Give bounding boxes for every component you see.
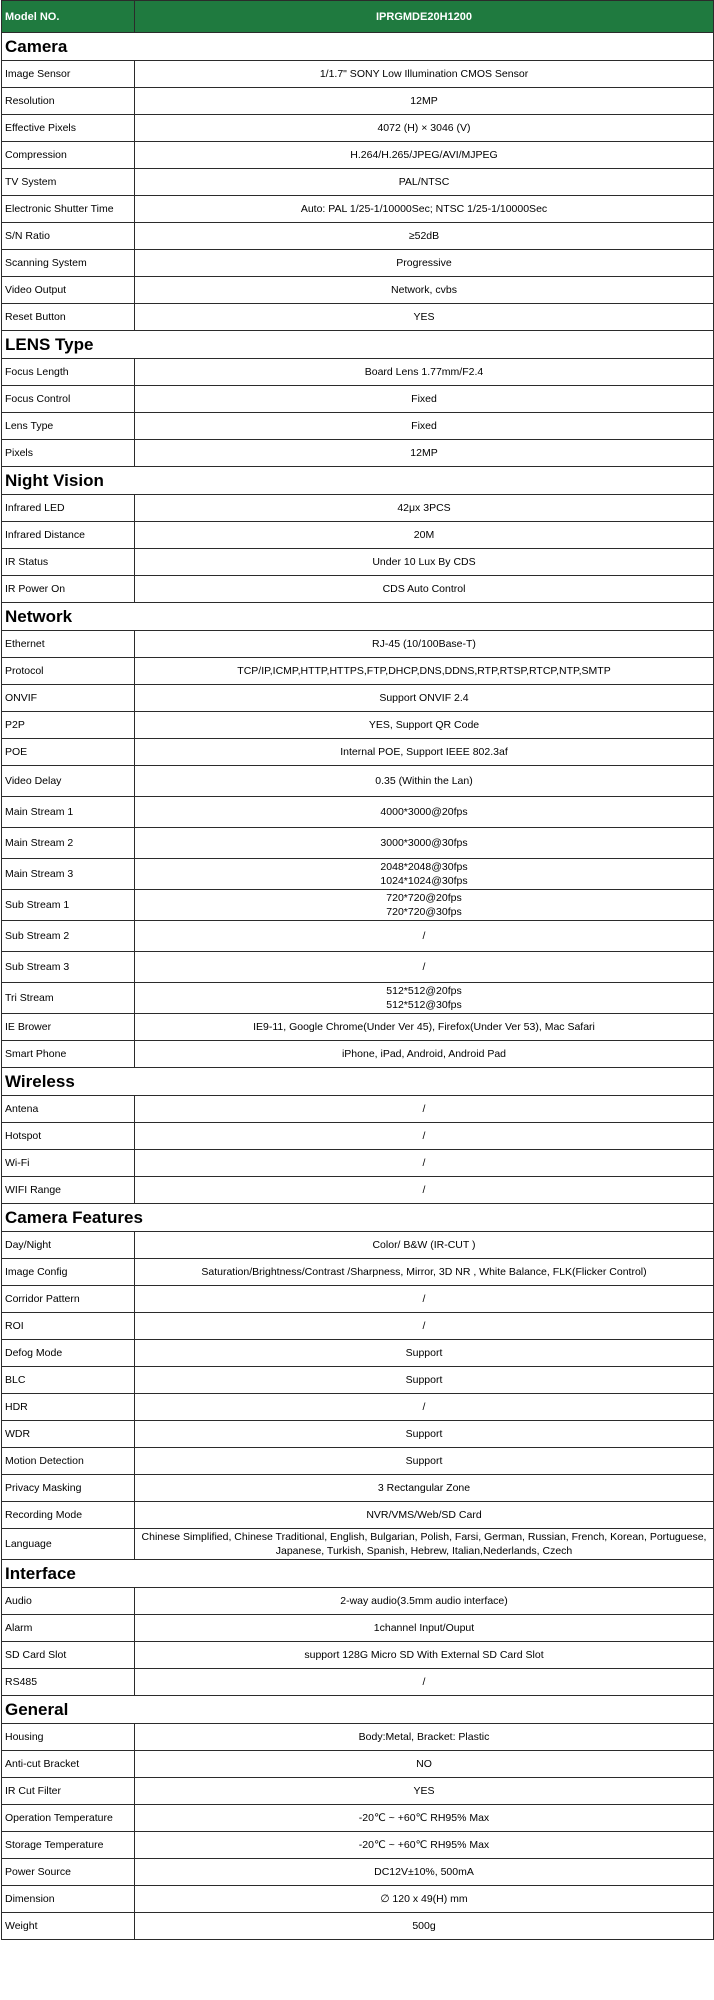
spec-value-line: 512*512@20fps: [386, 985, 462, 997]
spec-value-line: /: [422, 1401, 426, 1413]
spec-value: [135, 142, 714, 169]
spec-value-line: 12MP: [410, 447, 438, 459]
spec-row: [2, 522, 714, 549]
spec-table-body: [2, 1, 714, 1940]
spec-value-line: Fixed: [411, 393, 437, 405]
spec-label: Lens Type: [2, 413, 135, 440]
spec-value-line: /: [422, 930, 426, 942]
spec-value-line: Color/ B&W (IR-CUT ): [372, 1239, 476, 1251]
spec-label: Sub Stream 2: [2, 921, 135, 952]
spec-value: [135, 522, 714, 549]
spec-row: [2, 1014, 714, 1041]
spec-label: Power Source: [2, 1859, 135, 1886]
spec-value-line: /: [422, 1130, 426, 1142]
spec-label: Infrared Distance: [2, 522, 135, 549]
spec-label: Main Stream 1: [2, 797, 135, 828]
spec-value-line: YES: [413, 311, 435, 323]
spec-row: [2, 1778, 714, 1805]
spec-label: Antena: [2, 1096, 135, 1123]
spec-label: Infrared LED: [2, 495, 135, 522]
spec-label: ONVIF: [2, 685, 135, 712]
spec-value-line: -20℃ ~ +60℃ RH95% Max: [358, 1839, 490, 1851]
spec-value-line: Japanese, Turkish, Spanish, Hebrew, Italian,Nederlands, Czech: [275, 1545, 573, 1557]
spec-value-line: /: [422, 961, 426, 973]
spec-value: [135, 88, 714, 115]
spec-label: Day/Night: [2, 1232, 135, 1259]
spec-row: [2, 1642, 714, 1669]
spec-value-line: CDS Auto Control: [382, 583, 466, 595]
spec-row: [2, 1286, 714, 1313]
spec-row: [2, 1123, 714, 1150]
spec-value: [135, 1123, 714, 1150]
spec-label: Reset Button: [2, 304, 135, 331]
spec-label: Dimension: [2, 1886, 135, 1913]
spec-value: [135, 440, 714, 467]
spec-value-line: 3 Rectangular Zone: [377, 1482, 471, 1494]
section-header: [2, 1204, 714, 1232]
spec-value: [135, 1041, 714, 1068]
spec-row: [2, 61, 714, 88]
spec-label: Pixels: [2, 440, 135, 467]
spec-value-line: 720*720@20fps: [386, 892, 462, 904]
spec-value: [135, 1886, 714, 1913]
spec-label: BLC: [2, 1367, 135, 1394]
spec-value: [135, 1832, 714, 1859]
spec-label: RS485: [2, 1669, 135, 1696]
spec-row: [2, 142, 714, 169]
section-header: [2, 1560, 714, 1588]
spec-row: [2, 859, 714, 890]
spec-row: [2, 495, 714, 522]
spec-value: [135, 250, 714, 277]
spec-value: [135, 828, 714, 859]
spec-value: [135, 1642, 714, 1669]
spec-value: [135, 1475, 714, 1502]
spec-row: [2, 1259, 714, 1286]
spec-row: [2, 440, 714, 467]
spec-value-line: YES: [413, 1785, 435, 1797]
spec-value: [135, 766, 714, 797]
spec-value: [135, 859, 714, 890]
spec-row: [2, 359, 714, 386]
spec-label: Effective Pixels: [2, 115, 135, 142]
spec-value: [135, 1421, 714, 1448]
spec-value-line: 2048*2048@30fps: [380, 861, 468, 873]
spec-row: [2, 223, 714, 250]
spec-label: TV System: [2, 169, 135, 196]
section-header: [2, 331, 714, 359]
spec-value: [135, 413, 714, 440]
spec-value-line: Chinese Simplified, Chinese Traditional, English, Bulgarian, Polish, Farsi, German, Russian, French, Korean, Portuguese,: [141, 1531, 707, 1543]
spec-row: [2, 304, 714, 331]
spec-value-line: Progressive: [396, 257, 452, 269]
spec-label: S/N Ratio: [2, 223, 135, 250]
spec-value: [135, 1394, 714, 1421]
spec-row: [2, 1367, 714, 1394]
spec-row: [2, 1529, 714, 1560]
spec-value: [135, 797, 714, 828]
spec-label: Sub Stream 1: [2, 890, 135, 921]
spec-value-line: Auto: PAL 1/25-1/10000Sec; NTSC 1/25-1/10000Sec: [300, 203, 548, 215]
spec-value: [135, 952, 714, 983]
spec-label: Hotspot: [2, 1123, 135, 1150]
model-header-row: [2, 1, 714, 33]
spec-value-line: H.264/H.265/JPEG/AVI/MJPEG: [350, 149, 498, 161]
spec-label: Smart Phone: [2, 1041, 135, 1068]
spec-label: WDR: [2, 1421, 135, 1448]
spec-value-line: 1/1.7" SONY Low Illumination CMOS Sensor: [319, 68, 529, 80]
spec-value-line: Body:Metal, Bracket: Plastic: [358, 1731, 490, 1743]
spec-value: [135, 1259, 714, 1286]
spec-value-line: 500g: [412, 1920, 436, 1932]
spec-label: Ethernet: [2, 631, 135, 658]
spec-label: Protocol: [2, 658, 135, 685]
spec-value: [135, 1778, 714, 1805]
spec-value: [135, 495, 714, 522]
spec-label: Audio: [2, 1588, 135, 1615]
spec-value: [135, 1588, 714, 1615]
spec-label: IR Cut Filter: [2, 1778, 135, 1805]
spec-label: Resolution: [2, 88, 135, 115]
spec-value: [135, 1232, 714, 1259]
spec-row: [2, 1588, 714, 1615]
spec-value: [135, 1014, 714, 1041]
spec-row: [2, 1502, 714, 1529]
spec-value: [135, 1805, 714, 1832]
spec-value: [135, 1177, 714, 1204]
spec-label: Electronic Shutter Time: [2, 196, 135, 223]
spec-value: [135, 921, 714, 952]
spec-value-line: /: [422, 1157, 426, 1169]
spec-row: [2, 685, 714, 712]
spec-label: Scanning System: [2, 250, 135, 277]
spec-row: [2, 712, 714, 739]
spec-value: [135, 1286, 714, 1313]
spec-value-line: -20℃ ~ +60℃ RH95% Max: [358, 1812, 490, 1824]
spec-row: [2, 658, 714, 685]
spec-value-line: 12MP: [410, 95, 438, 107]
spec-value-line: 4000*3000@20fps: [380, 806, 468, 818]
spec-value: [135, 61, 714, 88]
spec-row: [2, 1177, 714, 1204]
spec-value: [135, 1615, 714, 1642]
section-title: Network: [2, 603, 714, 631]
spec-value-line: iPhone, iPad, Android, Android Pad: [341, 1048, 507, 1060]
spec-value-line: NO: [416, 1758, 432, 1770]
spec-value-line: Support ONVIF 2.4: [379, 692, 469, 704]
spec-row: [2, 631, 714, 658]
section-header: [2, 33, 714, 61]
spec-label: Video Delay: [2, 766, 135, 797]
spec-value-line: RJ-45 (10/100Base-T): [372, 638, 476, 650]
spec-row: [2, 1232, 714, 1259]
spec-label: Privacy Masking: [2, 1475, 135, 1502]
spec-row: [2, 576, 714, 603]
section-header: [2, 1696, 714, 1724]
spec-value-line: /: [422, 1676, 426, 1688]
spec-row: [2, 952, 714, 983]
spec-value: [135, 1859, 714, 1886]
spec-value: [135, 712, 714, 739]
spec-label: Defog Mode: [2, 1340, 135, 1367]
spec-row: [2, 413, 714, 440]
spec-value-line: Internal POE, Support IEEE 802.3af: [340, 746, 508, 758]
spec-label: Storage Temperature: [2, 1832, 135, 1859]
spec-label: Alarm: [2, 1615, 135, 1642]
spec-label: Focus Length: [2, 359, 135, 386]
spec-value: [135, 983, 714, 1014]
spec-value: [135, 304, 714, 331]
section-title: Camera Features: [2, 1204, 714, 1232]
spec-value-line: 0.35 (Within the Lan): [375, 775, 473, 787]
spec-value-line: 2-way audio(3.5mm audio interface): [340, 1595, 508, 1607]
spec-value: [135, 1448, 714, 1475]
spec-label: Motion Detection: [2, 1448, 135, 1475]
section-title: Night Vision: [2, 467, 714, 495]
spec-row: [2, 739, 714, 766]
spec-value: [135, 631, 714, 658]
spec-row: [2, 250, 714, 277]
spec-row: [2, 115, 714, 142]
section-title: LENS Type: [2, 331, 714, 359]
spec-label: Main Stream 2: [2, 828, 135, 859]
spec-value: [135, 1502, 714, 1529]
spec-value: [135, 658, 714, 685]
spec-label: Housing: [2, 1724, 135, 1751]
spec-value-line: /: [422, 1103, 426, 1115]
spec-value-line: 1channel Input/Ouput: [373, 1622, 475, 1634]
spec-row: [2, 386, 714, 413]
spec-row: [2, 766, 714, 797]
section-header: [2, 467, 714, 495]
spec-label: Sub Stream 3: [2, 952, 135, 983]
spec-label: HDR: [2, 1394, 135, 1421]
spec-row: [2, 1475, 714, 1502]
spec-label: Wi-Fi: [2, 1150, 135, 1177]
spec-value: [135, 1367, 714, 1394]
spec-label: P2P: [2, 712, 135, 739]
spec-row: [2, 1096, 714, 1123]
spec-value-line: Support: [405, 1374, 443, 1386]
spec-value-line: Board Lens 1.77mm/F2.4: [364, 366, 484, 378]
spec-label: ROI: [2, 1313, 135, 1340]
spec-label: IR Power On: [2, 576, 135, 603]
spec-row: [2, 1421, 714, 1448]
spec-row: [2, 169, 714, 196]
spec-table: [1, 0, 714, 1940]
spec-label: Anti-cut Bracket: [2, 1751, 135, 1778]
spec-value: [135, 1313, 714, 1340]
spec-row: [2, 1751, 714, 1778]
spec-row: [2, 1394, 714, 1421]
spec-value-line: 3000*3000@30fps: [380, 837, 468, 849]
spec-value-line: support 128G Micro SD With External SD Card Slot: [304, 1649, 544, 1661]
spec-value-line: 42μx 3PCS: [397, 502, 451, 514]
model-label: Model NO.: [2, 1, 135, 33]
spec-value: [135, 1340, 714, 1367]
spec-value-line: ∅ 120 x 49(H) mm: [380, 1893, 468, 1905]
spec-value: [135, 890, 714, 921]
spec-label: Main Stream 3: [2, 859, 135, 890]
spec-value: [135, 1751, 714, 1778]
spec-value-line: IE9-11, Google Chrome(Under Ver 45), Firefox(Under Ver 53), Mac Safari: [253, 1021, 595, 1033]
spec-row: [2, 549, 714, 576]
spec-label: Focus Control: [2, 386, 135, 413]
spec-value: [135, 223, 714, 250]
spec-value-line: YES, Support QR Code: [368, 719, 480, 731]
spec-value-line: TCP/IP,ICMP,HTTP,HTTPS,FTP,DHCP,DNS,DDNS,RTP,RTSP,RTCP,NTP,SMTP: [237, 665, 611, 677]
spec-row: [2, 1669, 714, 1696]
section-title: Camera: [2, 33, 714, 61]
spec-value: [135, 576, 714, 603]
spec-label: Tri Stream: [2, 983, 135, 1014]
spec-value: [135, 115, 714, 142]
spec-value: [135, 1913, 714, 1940]
spec-label: Operation Temperature: [2, 1805, 135, 1832]
spec-value-line: 1024*1024@30fps: [380, 875, 468, 887]
spec-row: [2, 983, 714, 1014]
section-header: [2, 1068, 714, 1096]
spec-label: SD Card Slot: [2, 1642, 135, 1669]
spec-label: Language: [2, 1529, 135, 1560]
spec-value-line: Support: [405, 1428, 443, 1440]
spec-row: [2, 1859, 714, 1886]
spec-row: [2, 1150, 714, 1177]
spec-value-line: 512*512@30fps: [386, 999, 462, 1011]
section-header: [2, 603, 714, 631]
spec-value-line: DC12V±10%, 500mA: [374, 1866, 474, 1878]
spec-row: [2, 1832, 714, 1859]
spec-value-line: Saturation/Brightness/Contrast /Sharpness, Mirror, 3D NR , White Balance, FLK(Flicker Control): [201, 1266, 647, 1278]
spec-row: [2, 828, 714, 859]
spec-value-line: 720*720@30fps: [386, 906, 462, 918]
spec-row: [2, 890, 714, 921]
spec-value: [135, 1529, 714, 1560]
spec-row: [2, 1913, 714, 1940]
spec-row: [2, 921, 714, 952]
spec-row: [2, 1886, 714, 1913]
spec-label: WIFI Range: [2, 1177, 135, 1204]
spec-row: [2, 196, 714, 223]
spec-value: [135, 549, 714, 576]
spec-label: POE: [2, 739, 135, 766]
spec-row: [2, 1448, 714, 1475]
spec-value-line: /: [422, 1293, 426, 1305]
spec-row: [2, 1615, 714, 1642]
spec-row: [2, 1313, 714, 1340]
spec-row: [2, 1041, 714, 1068]
section-title: General: [2, 1696, 714, 1724]
spec-value-line: Under 10 Lux By CDS: [372, 556, 476, 568]
spec-value-line: ≥52dB: [408, 230, 440, 242]
spec-label: Compression: [2, 142, 135, 169]
spec-value-line: PAL/NTSC: [398, 176, 450, 188]
spec-value-line: 4072 (H) × 3046 (V): [377, 122, 471, 134]
spec-value-line: /: [422, 1320, 426, 1332]
spec-label: Image Sensor: [2, 61, 135, 88]
spec-label: Image Config: [2, 1259, 135, 1286]
spec-row: [2, 1724, 714, 1751]
spec-value: [135, 685, 714, 712]
spec-value: [135, 739, 714, 766]
spec-label: Weight: [2, 1913, 135, 1940]
spec-value-line: Support: [405, 1347, 443, 1359]
spec-value: [135, 1096, 714, 1123]
spec-row: [2, 797, 714, 828]
section-title: Wireless: [2, 1068, 714, 1096]
spec-label: Corridor Pattern: [2, 1286, 135, 1313]
spec-value: [135, 1669, 714, 1696]
spec-value: [135, 196, 714, 223]
spec-value-line: Fixed: [411, 420, 437, 432]
spec-value-line: /: [422, 1184, 426, 1196]
spec-value: [135, 1150, 714, 1177]
spec-value: [135, 386, 714, 413]
section-title: Interface: [2, 1560, 714, 1588]
spec-value: [135, 1724, 714, 1751]
spec-label: Video Output: [2, 277, 135, 304]
spec-value: [135, 359, 714, 386]
spec-value: [135, 169, 714, 196]
spec-value-line: NVR/VMS/Web/SD Card: [366, 1509, 482, 1521]
spec-value: [135, 277, 714, 304]
spec-label: IE Brower: [2, 1014, 135, 1041]
spec-label: Recording Mode: [2, 1502, 135, 1529]
spec-value-line: Network, cvbs: [391, 284, 457, 296]
spec-row: [2, 88, 714, 115]
spec-row: [2, 1805, 714, 1832]
spec-value-line: Support: [405, 1455, 443, 1467]
spec-row: [2, 1340, 714, 1367]
spec-label: IR Status: [2, 549, 135, 576]
model-value: IPRGMDE20H1200: [135, 1, 714, 33]
spec-row: [2, 277, 714, 304]
spec-value-line: 20M: [413, 529, 435, 541]
